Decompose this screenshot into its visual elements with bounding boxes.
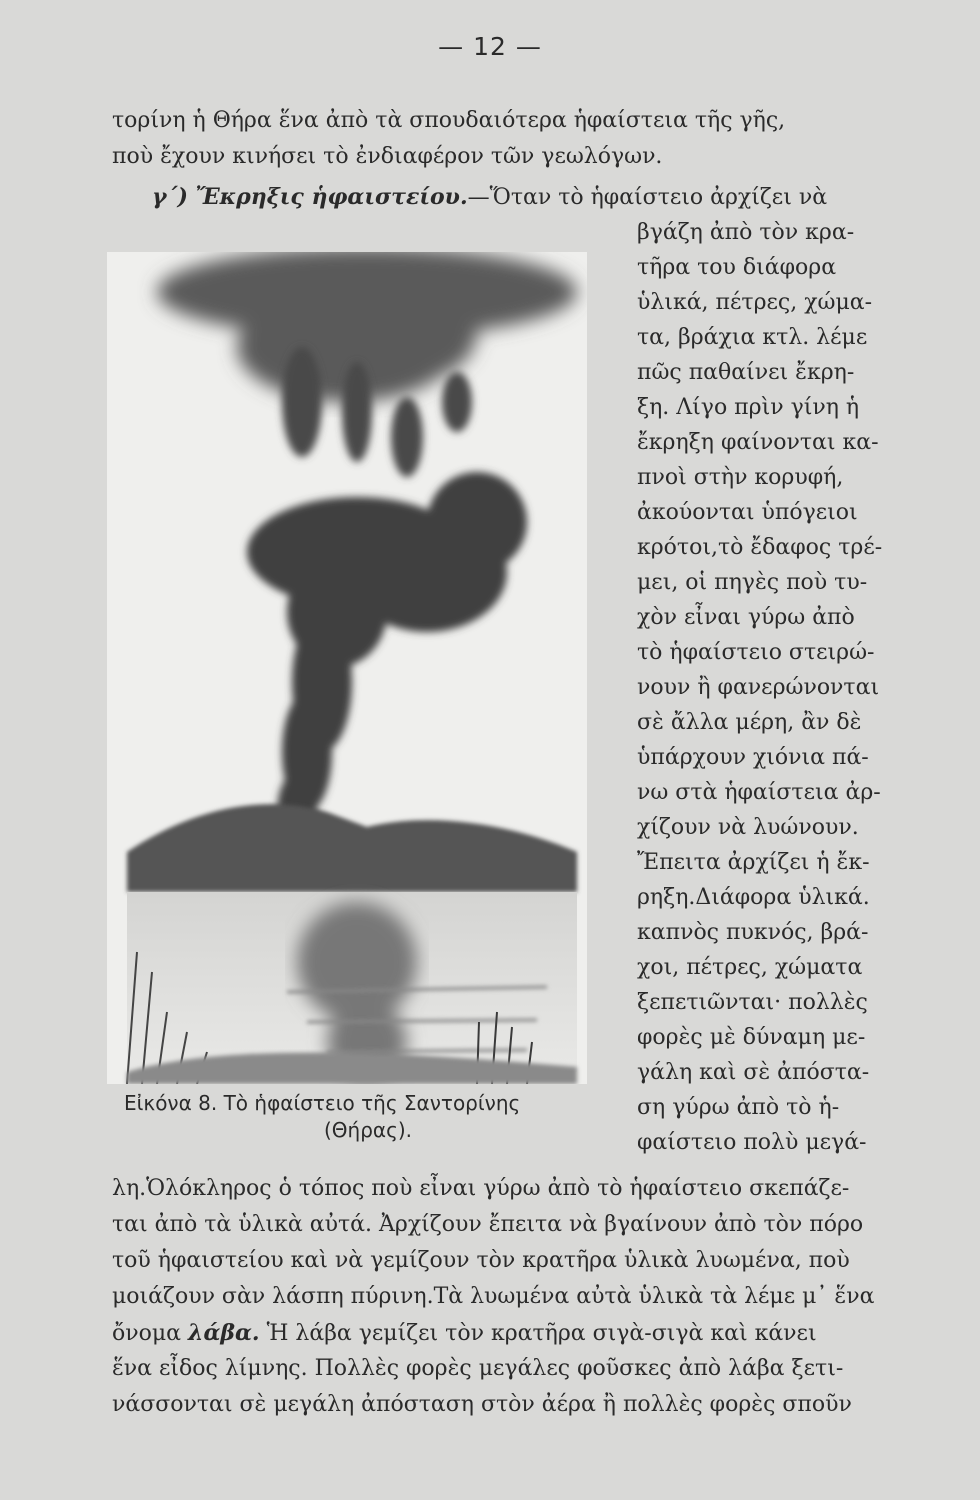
side-line: καπνὸς πυκνός, βρά- bbox=[637, 920, 869, 945]
side-line: ξη. Λίγο πρὶν γίνη ἡ bbox=[637, 395, 860, 420]
body-line: λη.Ὁλόκληρος ὁ τόπος ποὺ εἶναι γύρω ἀπὸ τὸ ἡφαίστειο σκεπάζε- bbox=[112, 1176, 850, 1201]
body-line: νάσσονται σὲ μεγάλη ἀπόσταση στὸν ἀέρα ἢ πολλὲς φορὲς σποῦν bbox=[112, 1392, 852, 1417]
side-line: ἀκούονται ὑπόγειοι bbox=[637, 500, 858, 525]
side-line: τα, βράχια κτλ. λέμε bbox=[637, 325, 868, 350]
side-line: νω στὰ ἡφαίστεια ἀρ- bbox=[637, 780, 881, 805]
side-line: σὲ ἄλλα μέρη, ἂν δὲ bbox=[637, 710, 862, 735]
body-line-2: ποὺ ἔχουν κινήσει τὸ ἐνδιαφέρον τῶν γεωλόγων. bbox=[112, 144, 663, 169]
side-line: χὸν εἶναι γύρω ἀπὸ bbox=[637, 605, 855, 630]
side-line: νουν ἢ φανερώνονται bbox=[637, 675, 880, 700]
side-line: ξεπετιῶνται· πολλὲς bbox=[637, 990, 868, 1015]
side-line: ση γύρω ἀπὸ τὸ ἡ- bbox=[637, 1095, 840, 1120]
side-line: μει, οἱ πηγὲς ποὺ τυ- bbox=[637, 570, 868, 595]
side-line: ὑπάρχουν χιόνια πά- bbox=[637, 745, 869, 770]
side-line: ρηξη.Διάφορα ὑλικά. bbox=[637, 885, 870, 910]
side-line: φορὲς μὲ δύναμη με- bbox=[637, 1025, 866, 1050]
body-line-1: τορίνη ἡ Θήρα ἕνα ἀπὸ τὰ σπουδαιότερα ἡφαίστεια τῆς γῆς, bbox=[112, 108, 786, 133]
body-text: ὄνομα bbox=[112, 1321, 189, 1346]
body-text: Ἡ λάβα γεμίζει τὸν κρατῆρα σιγὰ-σιγὰ καὶ κάνει bbox=[259, 1321, 817, 1346]
side-line: χίζουν νὰ λυώνουν. bbox=[637, 815, 859, 840]
side-line: βγάζη ἀπὸ τὸν κρα- bbox=[637, 220, 855, 245]
term-lava: λάβα. bbox=[188, 1320, 260, 1346]
side-line: πνοὶ στὴν κορυφή, bbox=[637, 465, 844, 490]
volcano-photo bbox=[107, 252, 587, 1084]
figure-caption: Εἰκόνα 8. Τὸ ἡφαίστειο τῆς Σαντορίνης bbox=[124, 1091, 521, 1115]
body-line: τοῦ ἡφαιστείου καὶ νὰ γεμίζουν τὸν κρατῆρα ὑλικὰ λυωμένα, ποὺ bbox=[112, 1248, 850, 1273]
volcano-eruption-image bbox=[107, 252, 587, 1084]
side-line: τὸ ἡφαίστειο στειρώ- bbox=[637, 640, 875, 665]
section-heading-line bbox=[152, 186, 827, 209]
section-text: —Ὅταν τὸ ἡφαίστειο ἀρχίζει νὰ bbox=[467, 185, 828, 210]
side-line: Ἔπειτα ἀρχίζει ἡ ἔκ- bbox=[637, 850, 870, 875]
section-heading: γ΄) Ἔκρηξις ἡφαιστείου. bbox=[152, 184, 468, 210]
body-line: ἕνα εἶδος λίμνης. Πολλὲς φορὲς μεγάλες φοῦσκες ἀπὸ λάβα ξετι- bbox=[112, 1356, 844, 1381]
side-line: πῶς παθαίνει ἔκρη- bbox=[637, 360, 855, 385]
side-line: ἔκρηξη φαίνονται κα- bbox=[637, 430, 879, 455]
side-line: κρότοι,τὸ ἔδαφος τρέ- bbox=[637, 535, 883, 560]
side-line: τῆρα του διάφορα bbox=[637, 255, 837, 280]
body-line: ται ἀπὸ τὰ ὑλικὰ αὐτά. Ἀρχίζουν ἔπειτα νὰ βγαίνουν ἀπὸ τὸν πόρο bbox=[112, 1212, 864, 1237]
body-line: μοιάζουν σὰν λάσπη πύρινη.Τὰ λυωμένα αὐτὰ ὑλικὰ τὰ λέμε μ᾽ ἕνα bbox=[112, 1284, 875, 1309]
side-line: φαίστειο πολὺ μεγά- bbox=[637, 1130, 867, 1155]
side-line: ὑλικά, πέτρες, χώμα- bbox=[637, 290, 873, 315]
side-line: γάλη καὶ σὲ ἀπόστα- bbox=[637, 1060, 870, 1085]
figure-caption-sub: (Θήρας). bbox=[324, 1118, 412, 1142]
side-line: χοι, πέτρες, χώματα bbox=[637, 955, 863, 980]
page-number: — 12 — bbox=[438, 32, 542, 61]
body-line bbox=[112, 1322, 817, 1345]
